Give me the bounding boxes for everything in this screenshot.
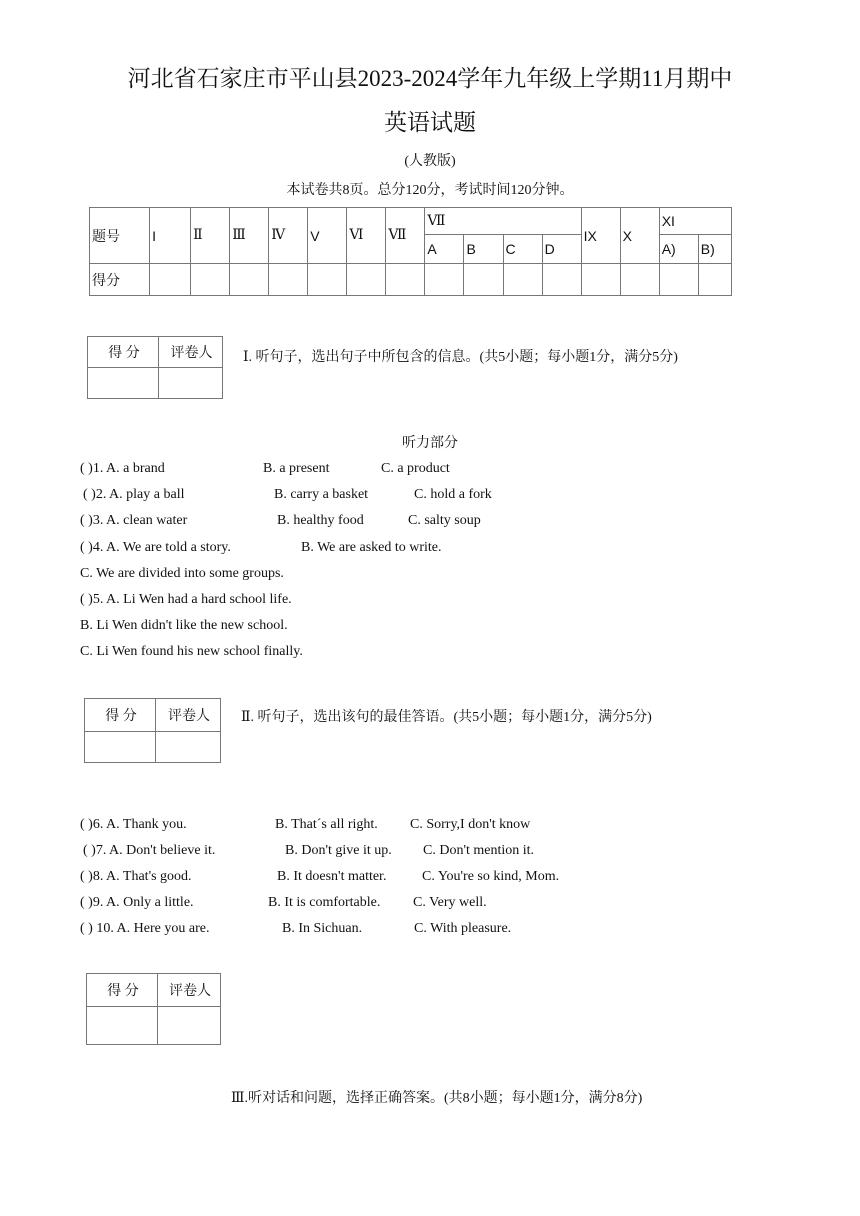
q2-b: B. carry a basket: [274, 487, 369, 502]
col-7: Ⅶ: [386, 208, 425, 264]
q10-a: ( ) 10. A. Here you are.: [80, 921, 210, 936]
score-cell: [230, 264, 269, 296]
q7-a: ( )7. A. Don't believe it.: [83, 843, 216, 858]
q10-b: B. In Sichuan.: [282, 921, 363, 936]
section2-instruction: Ⅱ. 听句子，选出该句的最佳答语。(共5小题；每小题1分，满分5分): [241, 710, 652, 725]
grader-score-label: 得 分: [87, 974, 158, 1007]
section3-instruction: Ⅲ.听对话和问题，选择正确答案。(共8小题；每小题1分，满分8分): [231, 1091, 643, 1106]
grader-cell: [156, 732, 221, 763]
col-8: Ⅶ: [425, 208, 581, 235]
col-11: XI: [659, 208, 731, 235]
q5-c: C. Li Wen found his new school finally.: [80, 644, 303, 659]
col-10: X: [620, 208, 659, 264]
grader-box-3: [86, 973, 221, 1045]
score-cell: [191, 264, 230, 296]
grader-score-cell: [85, 732, 156, 763]
score-cell: [308, 264, 347, 296]
score-cell: [542, 264, 581, 296]
q7-b: B. Don't give it up.: [285, 843, 392, 858]
col-4: Ⅳ: [269, 208, 308, 264]
q4-b: B. We are asked to write.: [301, 540, 442, 555]
q1-c: C. a product: [381, 461, 450, 476]
q6-c: C. Sorry,I don't know: [410, 817, 531, 832]
q8-c: C. You're so kind, Mom.: [422, 869, 560, 884]
q7-c: C. Don't mention it.: [423, 843, 535, 858]
q6-b: B. That´s all right.: [275, 817, 378, 832]
q4-a: ( )4. A. We are told a story.: [80, 540, 231, 555]
col-11-a: A): [659, 235, 698, 264]
exam-info: 本试卷共8页。总分120分，考试时间120分钟。: [286, 183, 574, 198]
score-table: [89, 207, 732, 296]
col-8-b: B: [464, 235, 503, 264]
score-cell: [464, 264, 503, 296]
score-cell: [698, 264, 731, 296]
score-cell: [503, 264, 542, 296]
col-8-a: A: [425, 235, 464, 264]
q3-c: C. salty soup: [408, 513, 481, 528]
score-cell: [581, 264, 620, 296]
exam-title-line2: 英语试题: [384, 110, 476, 135]
col-9: IX: [581, 208, 620, 264]
edition-label: (人教版): [404, 154, 456, 169]
col-8-d: D: [542, 235, 581, 264]
score-cell: [620, 264, 659, 296]
grader-cell: [159, 368, 223, 399]
q6-a: ( )6. A. Thank you.: [80, 817, 187, 832]
q10-c: C. With pleasure.: [414, 921, 512, 936]
score-cell: [425, 264, 464, 296]
q8-a: ( )8. A. That's good.: [80, 869, 192, 884]
col-6: Ⅵ: [347, 208, 386, 264]
col-1: I: [150, 208, 191, 264]
listening-heading: 听力部分: [402, 436, 458, 451]
q2-c: C. hold a fork: [414, 487, 492, 502]
grader-score-label: 得 分: [85, 699, 156, 732]
exam-title-line1: 河北省石家庄市平山县2023-2024学年九年级上学期11月期中: [127, 66, 733, 91]
grader-score-cell: [88, 368, 159, 399]
section1-instruction: Ⅰ. 听句子，选出句子中所包含的信息。(共5小题；每小题1分，满分5分): [243, 350, 678, 365]
grader-score-cell: [87, 1007, 158, 1045]
col-2: Ⅱ: [191, 208, 230, 264]
q1-a: ( )1. A. a brand: [80, 461, 165, 476]
col-3: Ⅲ: [230, 208, 269, 264]
col-5: V: [308, 208, 347, 264]
grader-label: 评卷人: [159, 337, 223, 368]
col-8-c: C: [503, 235, 542, 264]
score-cell: [347, 264, 386, 296]
row-label-question-number: 题号: [90, 208, 150, 264]
q9-b: B. It is comfortable.: [268, 895, 381, 910]
grader-label: 评卷人: [156, 699, 221, 732]
q9-c: C. Very well.: [413, 895, 487, 910]
grader-box-1: [87, 336, 223, 399]
score-cell: [150, 264, 191, 296]
q1-b: B. a present: [263, 461, 330, 476]
grader-label: 评卷人: [158, 974, 221, 1007]
q5-b: B. Li Wen didn't like the new school.: [80, 618, 288, 633]
row-label-score: 得分: [90, 264, 150, 296]
score-cell: [659, 264, 698, 296]
q5-a: ( )5. A. Li Wen had a hard school life.: [80, 592, 292, 607]
q2-a: ( )2. A. play a ball: [83, 487, 185, 502]
grader-cell: [158, 1007, 221, 1045]
q9-a: ( )9. A. Only a little.: [80, 895, 194, 910]
q8-b: B. It doesn't matter.: [277, 869, 387, 884]
score-cell: [269, 264, 308, 296]
grader-score-label: 得 分: [88, 337, 159, 368]
q4-c: C. We are divided into some groups.: [80, 566, 284, 581]
col-11-b: B): [698, 235, 731, 264]
grader-box-2: [84, 698, 221, 763]
score-cell: [386, 264, 425, 296]
q3-a: ( )3. A. clean water: [80, 513, 188, 528]
q3-b: B. healthy food: [277, 513, 364, 528]
